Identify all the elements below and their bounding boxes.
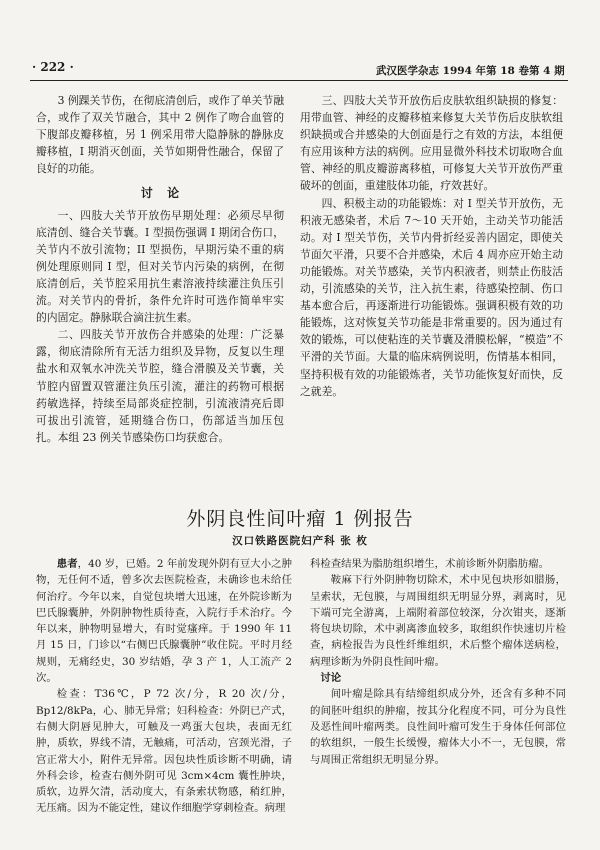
column-top-right (300, 92, 563, 400)
article-discussion-paragraph: 间叶瘤是除具有结缔组织成分外，还含有多种不同的间胚叶组织的肿瘤，按其分化程度不同，可分为良性及恶性间叶瘤两类。良性间叶瘤可发生于身体任何部位的软组织，一般生长缓慢，瘤体大小不一，无包膜，常与周围正常组织无明显分界。 (310, 688, 566, 766)
surgery-paragraph: 鞍麻下行外阴肿物切除术，术中见包块形如腊肠，呈索状，无包膜，与周围组织无明显分界，剥离时，见下端可完全游离，上端附着部位较深，分次钳夹，逐渐将包块切除，术中剥离渗血较多，取组织作快速切片检查，病检报告为良性纤维组织，术后整个瘤体送病检，病理诊断为外阴良性间叶瘤。 (310, 574, 566, 668)
case-intro-paragraph: 3 例踝关节伤，在彻底清创后，或作了单关节融合，或作了双关节融合，其中 2 例作了吻合血管的下腹部皮瓣移植，另 1 例采用带大隐静脉的静脉皮瓣移植，I 期消灭创面，关节如期骨性融合，保留了良好的功能。 (36, 94, 284, 176)
discussion-heading: 讨论 (140, 186, 194, 201)
exam-paragraph: 检查：T36℃，P 72 次/分，R 20 次/分，Bp12/8kPa，心、肺无异常；妇科检查：外阴已产式，右侧大阴唇见肿大，可触及一鸡蛋大包块，表面无红肿，质软，界线不清，无触痛，可活动，宫颈光滑，子宫正常大小，附件无异常。因包块性质诊断不明确，请外科会诊，检查右侧外阴可见 3cm×4cm 囊性肿块，质软，边界欠清，活动度大，有条索状物感，稍红肿，无压痛。因为不能定性，建议作细胞学穿刺检查。病理 (36, 688, 292, 815)
column-bottom-left (36, 556, 292, 817)
discussion-paragraph-1: 一、四肢大关节开放伤早期处理：必须尽早彻底清创、缝合关节囊。I 型损伤强调 I 期闭合伤口，关节内不放引流物；II 型损伤，早期污染不重的病例处理原则同 I 型，但对关节内污染的病例，在彻底清创后，关节腔采用抗生素溶液持续灌注负压引流。对关节内的骨折，条件允许时可选作简单牢实的内固定。静脉联合滴注抗生素。 (36, 208, 284, 325)
article-affiliation: 汉口铁路医院妇产科 张 枚 (232, 535, 368, 547)
discussion-paragraph-3: 三、四肢大关节开放伤后皮肤软组织缺损的修复：用带血管、神经的皮瓣移植来修复大关节伤后皮肤软组织缺损或合并感染的大创面是行之有效的方法，本组便有应用该种方法的病例。应用显微外科技术切取吻合血管、神经的肌皮瓣游离移植，可修复大关节开放伤严重破坏的创面，重建肢体功能，疗效甚好。 (300, 94, 563, 193)
pathology-continued-paragraph: 科检查结果为脂肪组织增生，术前诊断外阴脂肪瘤。 (310, 558, 549, 570)
journal-running-header: 武汉医学杂志 1994 年第 18 卷第 4 期 (376, 65, 565, 77)
discussion-paragraph-4: 四、积极主动的功能锻炼：对 I 型关节开放伤，无积液无感染者，术后 7～10 天开始，主动关节功能活动。对 I 型关节伤，关节内骨折经妥善内固定，即使关节面欠平滑，只要不合并感染，术后 4 周亦应开始主动功能锻炼。对关节感染，关节内积液者，则禁止伤肢活动，引流感染的关节，注入抗生素，待感染控制、伤口基本愈合后，再逐渐进行功能锻炼。强调积极有效的功能锻炼，这对恢复关节功能是非常重要的。因为通过有效的锻炼，可以使粘连的关节囊及滑膜松解，“模造”不平滑的关节面。大量的临床病例说明，伤情基本相同，坚持积极有效的功能锻炼者，关节功能恢复好而快，反之就差。 (300, 196, 563, 398)
discussion-paragraph-2: 二、四肢关节开放伤合并感染的处理：广泛暴露，彻底清除所有无活力组织及异物，反复以生理盐水和双氧水冲洗关节腔，缝合滑膜及关节囊，关节腔内留置双管灌注负压引流，灌注的药物可根据药敏选择，持续至局部炎症控制，引流液清亮后即可拔出引流管，延期缝合伤口，伤部适当加压包扎。本组 23 例关节感染伤口均获愈合。 (36, 328, 284, 444)
column-top-left (36, 92, 284, 446)
case-label: 患者 (56, 558, 78, 570)
page-number: · 222 · (32, 60, 74, 74)
article-discussion-heading: 讨论 (320, 672, 342, 685)
case-text: ，40 岁，已婚。2 年前发现外阴有豆大小之肿物，无任何不适，曾多次去医院检查，未确诊也未给任何治疗。今年以来，自觉包块增大迅速，在外院诊断为巴氏腺囊肿，外阴肿物性质待查，入院行手术治疗。今年以来，肿物明显增大，有时觉瘙痒。于 1990 年 11 月 15 日，门诊以“右侧巴氏腺囊肿”收住院。平时月经规则，无痛经史，30 岁结婚，孕 3 产 1，人工流产 2 次。 (36, 558, 293, 685)
article-title: 外阴良性间叶瘤 1 例报告 (186, 508, 414, 530)
case-report-paragraph (36, 556, 292, 686)
header-rule (30, 80, 568, 81)
column-bottom-right (310, 556, 566, 768)
